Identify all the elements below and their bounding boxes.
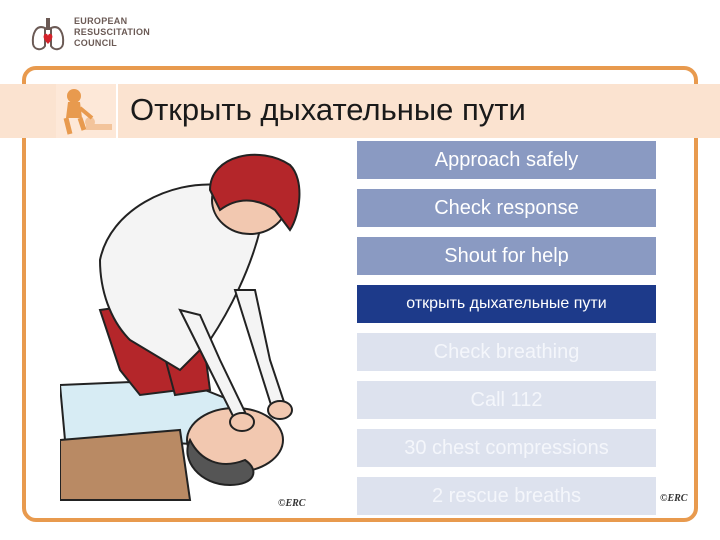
step-call-112: Call 112: [357, 381, 656, 419]
step-check-response: Check response: [357, 189, 656, 227]
copyright-mark-right: ©ERC: [660, 493, 688, 504]
step-open-airway: открыть дыхательные пути: [357, 285, 656, 323]
erc-lungs-heart-icon: [30, 14, 66, 54]
step-check-breathing: Check breathing: [357, 333, 656, 371]
step-rescue-breaths: 2 rescue breaths: [357, 477, 656, 515]
step-shout-for-help: Shout for help: [357, 237, 656, 275]
slide-title: Открыть дыхательные пути: [130, 92, 526, 127]
logo-text: EUROPEAN RESUSCITATION COUNCIL: [74, 16, 151, 48]
copyright-mark-left: ©ERC: [278, 498, 306, 509]
rescuer-illustration: [60, 140, 350, 515]
step-chest-compressions: 30 chest compressions: [357, 429, 656, 467]
step-approach-safely: Approach safely: [357, 141, 656, 179]
step-thumbnail-icon: [56, 84, 118, 138]
erc-logo: [30, 12, 170, 56]
chain-of-steps: [357, 141, 656, 525]
